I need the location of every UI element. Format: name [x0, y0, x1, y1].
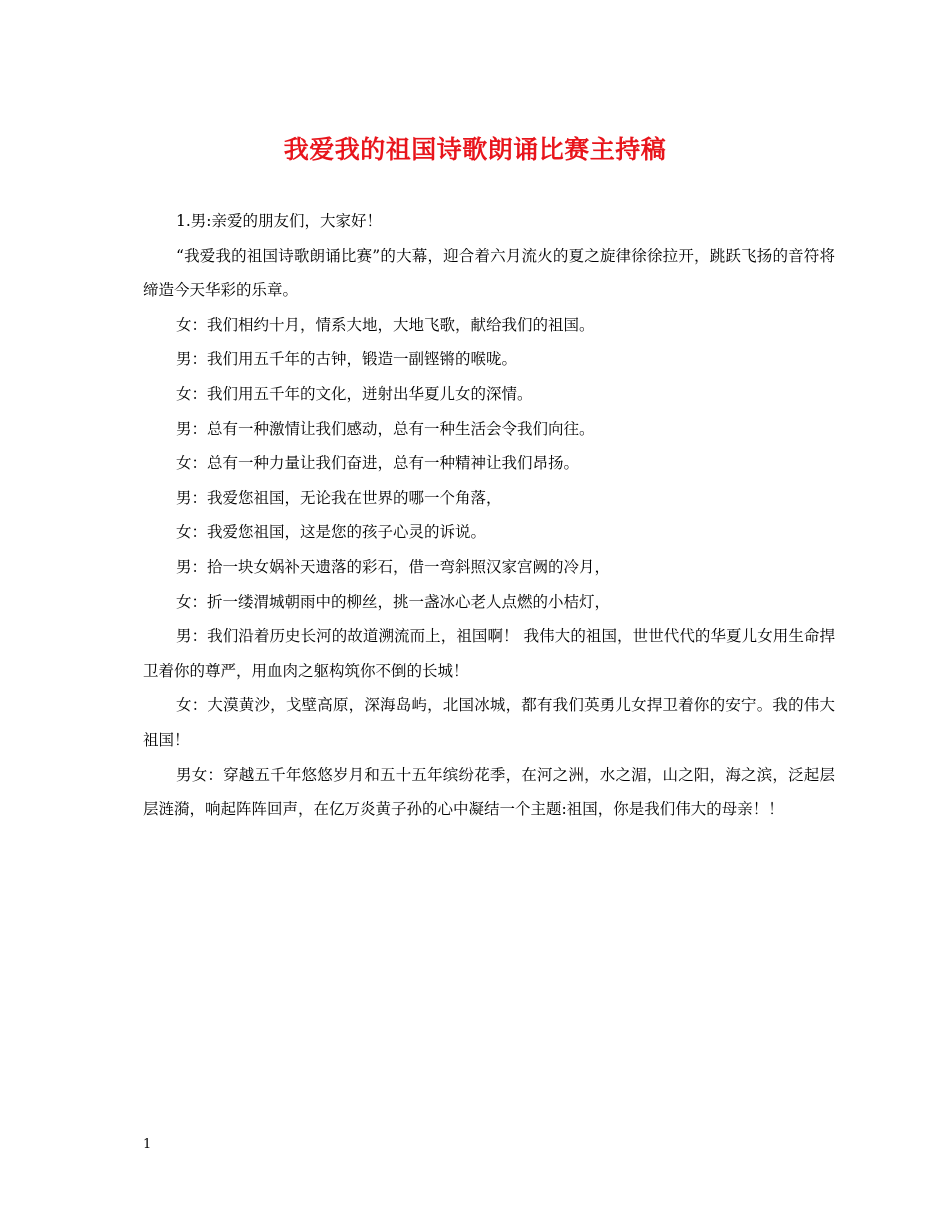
- paragraph-3: 女：我们相约十月，情系大地，大地飞歌，献给我们的祖国。: [176, 315, 595, 334]
- paragraph-8: 男：我爱您祖国，无论我在世界的哪一个角落，: [176, 488, 502, 507]
- paragraph-10: 男：拾一块女娲补天遗落的彩石，借一弯斜照汉家宫阙的冷月，: [176, 557, 611, 576]
- document-title: 我爱我的祖国诗歌朗诵比赛主持稿: [283, 135, 667, 164]
- paragraph-14: 男女：穿越五千年悠悠岁月和五十五年缤纷花季，在河之洲，水之湄，山之阳，海之滨，泛起层层涟漪，响起阵阵回声，在亿万炎黄子孙的心中凝结一个主题:祖国，你是我们伟大的母亲！！: [143, 765, 835, 819]
- paragraph-9: 女：我爱您祖国，这是您的孩子心灵的诉说。: [176, 523, 487, 542]
- page-number: 1: [143, 1137, 152, 1152]
- paragraph-6: 男：总有一种激情让我们感动，总有一种生活会令我们向往。: [176, 419, 595, 438]
- document-body: [143, 204, 835, 827]
- paragraph-7: 女：总有一种力量让我们奋进，总有一种精神让我们昂扬。: [176, 454, 580, 473]
- paragraph-2: “我爱我的祖国诗歌朗诵比赛”的大幕，迎合着六月流火的夏之旋律徐徐拉开，跳跃飞扬的音符将缔造今天华彩的乐章。: [143, 246, 835, 300]
- paragraph-5: 女：我们用五千年的文化，迸射出华夏儿女的深情。: [176, 384, 533, 403]
- paragraph-1: 1.男:亲爱的朋友们，大家好！: [176, 212, 383, 230]
- paragraph-4: 男：我们用五千年的古钟，锻造一副铿锵的喉咙。: [176, 350, 518, 369]
- paragraph-13: 女：大漠黄沙，戈壁高原，深海岛屿，北国冰城，都有我们英勇儿女捍卫着你的安宁。我的伟大祖国！: [143, 696, 835, 749]
- paragraph-11: 女：折一缕渭城朝雨中的柳丝，挑一盏冰心老人点燃的小桔灯，: [176, 592, 611, 611]
- paragraph-12: 男：我们沿着历史长河的故道溯流而上，祖国啊！ 我伟大的祖国，世世代代的华夏儿女用生命捍卫着你的尊严，用血肉之躯构筑你不倒的长城！: [143, 627, 835, 680]
